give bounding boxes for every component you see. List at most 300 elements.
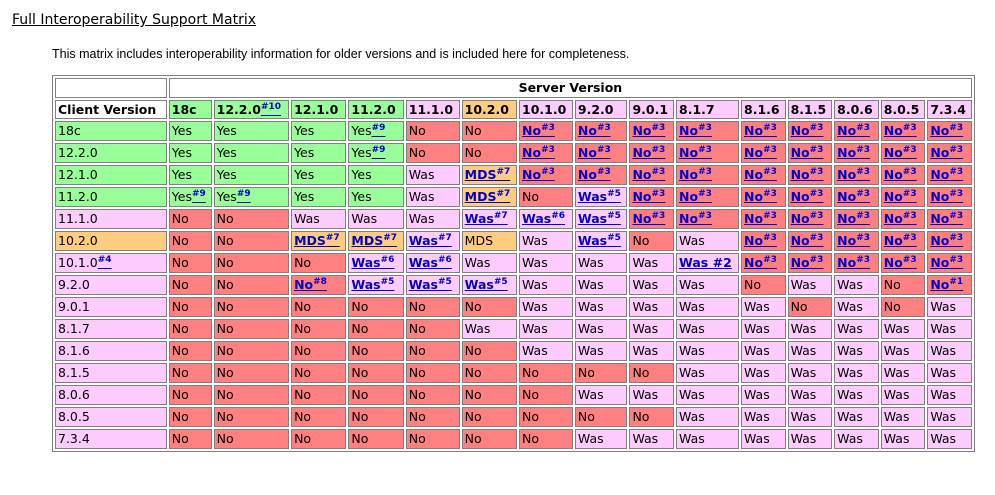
cell-text: No	[351, 387, 369, 402]
cell-text: MDS	[464, 167, 497, 182]
matrix-cell[interactable]	[575, 187, 628, 207]
matrix-cell[interactable]	[834, 165, 879, 185]
cell-text: Was	[408, 211, 435, 226]
matrix-cell[interactable]	[741, 187, 786, 207]
cell-text: No	[294, 299, 312, 314]
footnote-ref: #1	[949, 276, 964, 287]
matrix-cell[interactable]	[881, 253, 926, 273]
matrix-cell[interactable]	[519, 143, 573, 163]
matrix-cell[interactable]	[788, 231, 833, 251]
footnote-link[interactable]	[372, 145, 386, 160]
footnote-link[interactable]	[679, 189, 712, 204]
server-version-label: 18c	[171, 102, 197, 117]
footnote-link[interactable]	[837, 145, 870, 160]
footnote-ref: #3	[809, 166, 824, 177]
cell-text: No	[790, 167, 810, 182]
footnote-link[interactable]	[884, 211, 917, 226]
matrix-cell	[741, 341, 786, 361]
matrix-cell[interactable]	[676, 165, 739, 185]
footnote-link[interactable]	[351, 233, 397, 248]
cell-text: No	[351, 343, 369, 358]
cell-text: No	[294, 431, 312, 446]
footnote-ref: #5	[607, 232, 621, 243]
matrix-cell[interactable]	[788, 143, 833, 163]
footnote-link[interactable]	[744, 167, 777, 182]
cell-text: Was	[577, 387, 604, 402]
footnote-ref: #6	[551, 210, 566, 221]
footnote-link[interactable]	[351, 255, 394, 270]
footnote-link[interactable]	[930, 189, 963, 204]
server-version-10-1-0	[519, 100, 573, 119]
matrix-cell[interactable]	[462, 209, 517, 229]
client-version-label: 9.0.1	[58, 299, 90, 314]
matrix-cell[interactable]	[462, 165, 517, 185]
matrix-cell[interactable]	[519, 209, 573, 229]
matrix-cell	[462, 231, 517, 251]
footnote-link[interactable]	[578, 233, 621, 248]
matrix-cell	[462, 143, 517, 163]
matrix-cell[interactable]	[788, 187, 833, 207]
footnote-ref: #3	[856, 210, 871, 221]
cell-text: No	[837, 255, 857, 270]
cell-text: Was	[930, 409, 957, 424]
server-version-9-0-1	[629, 100, 674, 119]
matrix-cell[interactable]	[927, 165, 972, 185]
cell-text: Was	[883, 431, 910, 446]
matrix-cell[interactable]	[834, 209, 879, 229]
footnote-link[interactable]	[884, 123, 917, 138]
cell-text: Was	[837, 299, 863, 314]
footnote-link[interactable]	[98, 255, 112, 270]
footnote-link[interactable]	[837, 211, 870, 226]
cell-text: No	[577, 123, 597, 138]
footnote-link[interactable]	[930, 145, 963, 160]
matrix-cell[interactable]	[629, 165, 674, 185]
matrix-cell[interactable]	[348, 275, 403, 295]
footnote-link[interactable]	[679, 255, 732, 270]
matrix-cell[interactable]	[834, 187, 879, 207]
cell-text: No	[294, 255, 312, 270]
matrix-cell	[291, 363, 346, 383]
matrix-cell[interactable]	[741, 121, 786, 141]
cell-text: Was	[790, 409, 817, 424]
matrix-cell[interactable]	[788, 209, 833, 229]
matrix-cell	[676, 385, 739, 405]
footnote-link[interactable]	[791, 233, 824, 248]
cell-text: No	[837, 145, 857, 160]
cell-text: No	[790, 233, 810, 248]
footnote-link[interactable]	[632, 211, 665, 226]
footnote-link[interactable]	[930, 167, 963, 182]
matrix-cell	[291, 143, 346, 163]
footnote-link[interactable]	[409, 277, 452, 292]
matrix-cell	[291, 407, 346, 427]
matrix-cell	[214, 429, 289, 449]
footnote-link[interactable]	[294, 233, 340, 248]
footnote-link[interactable]	[522, 211, 565, 226]
matrix-cell	[629, 407, 674, 427]
matrix-cell	[214, 187, 289, 207]
footnote-ref: #3	[856, 144, 871, 155]
footnote-link[interactable]	[632, 145, 665, 160]
footnote-link[interactable]	[578, 145, 611, 160]
footnote-link[interactable]	[930, 211, 963, 226]
cell-text: Was	[351, 211, 378, 226]
matrix-cell	[406, 363, 460, 383]
cell-text: No	[171, 277, 189, 292]
cell-text: Yes	[216, 145, 237, 160]
client-version-cell	[55, 429, 167, 449]
matrix-cell[interactable]	[834, 231, 879, 251]
footnote-link[interactable]	[930, 255, 963, 270]
footnote-link[interactable]	[791, 123, 824, 138]
client-version-label: 8.1.6	[58, 343, 90, 358]
cell-text: No	[464, 365, 482, 380]
footnote-link[interactable]	[837, 233, 870, 248]
matrix-cell[interactable]	[519, 121, 573, 141]
client-version-cell	[55, 363, 167, 383]
matrix-cell	[575, 319, 628, 339]
cell-text: No	[216, 255, 234, 270]
page-title: Full Interoperability Support Matrix	[12, 12, 256, 28]
matrix-cell	[881, 275, 926, 295]
matrix-cell[interactable]	[676, 121, 739, 141]
footnote-ref: #10	[260, 101, 282, 112]
footnote-link[interactable]	[930, 123, 963, 138]
footnote-ref: #5	[607, 210, 621, 221]
matrix-cell[interactable]	[291, 275, 346, 295]
matrix-cell[interactable]	[741, 253, 786, 273]
cell-text: Was	[577, 343, 604, 358]
footnote-link[interactable]	[837, 167, 870, 182]
server-version-8-0-5	[881, 100, 926, 119]
footnote-link[interactable]	[192, 189, 206, 204]
matrix-cell	[881, 363, 926, 383]
cell-text: No	[408, 123, 426, 138]
cell-text: No	[790, 211, 810, 226]
client-version-label: 11.1.0	[58, 211, 98, 226]
matrix-cell[interactable]	[741, 231, 786, 251]
footnote-link[interactable]	[791, 145, 824, 160]
matrix-cell	[462, 407, 517, 427]
matrix-cell	[927, 363, 972, 383]
footnote-link[interactable]	[744, 233, 777, 248]
matrix-cell[interactable]	[741, 143, 786, 163]
matrix-cell	[927, 297, 972, 317]
footnote-link[interactable]	[744, 211, 777, 226]
footnote-ref: #5	[493, 276, 508, 287]
cell-text: Yes	[216, 167, 237, 182]
client-version-cell	[55, 209, 167, 229]
footnote-link[interactable]	[409, 233, 452, 248]
cell-text: No	[408, 321, 426, 336]
matrix-cell	[519, 429, 573, 449]
footnote-link[interactable]	[261, 102, 281, 117]
footnote-link[interactable]	[744, 255, 777, 270]
matrix-cell	[575, 363, 628, 383]
matrix-cell[interactable]	[291, 231, 346, 251]
matrix-cell	[788, 407, 833, 427]
cell-text: No	[294, 409, 312, 424]
matrix-cell[interactable]	[676, 253, 739, 273]
matrix-cell[interactable]	[927, 143, 972, 163]
footnote-link[interactable]	[884, 233, 917, 248]
footnote-link[interactable]	[791, 211, 824, 226]
matrix-cell	[214, 275, 289, 295]
cell-text: Was	[408, 189, 435, 204]
cell-text: No	[216, 277, 234, 292]
cell-text: No	[216, 431, 234, 446]
matrix-cell	[575, 385, 628, 405]
matrix-cell[interactable]	[927, 275, 972, 295]
cell-text: No	[883, 233, 903, 248]
matrix-cell	[214, 253, 289, 273]
footnote-link[interactable]	[578, 189, 621, 204]
cell-text: No	[408, 431, 426, 446]
matrix-cell[interactable]	[629, 209, 674, 229]
footnote-ref: #3	[763, 122, 777, 133]
matrix-cell[interactable]	[881, 121, 926, 141]
matrix-cell[interactable]	[348, 231, 403, 251]
footnote-link[interactable]	[409, 255, 452, 270]
footnote-ref: #3	[809, 122, 824, 133]
matrix-cell	[629, 319, 674, 339]
matrix-cell[interactable]	[676, 143, 739, 163]
footnote-link[interactable]	[465, 277, 508, 292]
table-row	[55, 143, 972, 163]
cell-text: No	[930, 211, 950, 226]
cell-text: No	[632, 189, 652, 204]
footnote-ref: #9	[371, 144, 386, 155]
cell-text: No	[351, 299, 369, 314]
matrix-cell	[462, 341, 517, 361]
matrix-cell[interactable]	[406, 275, 460, 295]
cell-text: Yes	[351, 123, 372, 138]
matrix-cell[interactable]	[575, 143, 628, 163]
footnote-link[interactable]	[791, 255, 824, 270]
matrix-cell[interactable]	[406, 253, 460, 273]
matrix-cell[interactable]	[575, 209, 628, 229]
footnote-link[interactable]	[578, 211, 621, 226]
cell-text: No	[632, 409, 650, 424]
footnote-link[interactable]	[294, 277, 327, 292]
server-version-7-3-4	[927, 100, 972, 119]
server-version-label: 9.2.0	[577, 102, 614, 117]
matrix-cell	[575, 341, 628, 361]
footnote-link[interactable]	[679, 145, 712, 160]
client-version-label: 10.1.0	[58, 255, 98, 270]
cell-text: Was	[408, 277, 438, 292]
cell-text: No	[930, 277, 950, 292]
cell-text: Was	[744, 299, 770, 314]
cell-text: No	[294, 277, 314, 292]
matrix-cell	[927, 319, 972, 339]
server-version-label: 12.2.0	[216, 102, 261, 117]
footnote-link[interactable]	[522, 123, 555, 138]
server-version-label: 10.1.0	[522, 102, 567, 117]
matrix-cell	[834, 363, 879, 383]
matrix-cell[interactable]	[519, 165, 573, 185]
footnote-ref: #3	[949, 122, 964, 133]
cell-text: No	[837, 167, 857, 182]
matrix-cell	[406, 209, 460, 229]
matrix-cell[interactable]	[348, 253, 403, 273]
table-row	[55, 275, 972, 295]
matrix-cell	[348, 429, 403, 449]
matrix-cell[interactable]	[927, 187, 972, 207]
cell-text: No	[632, 211, 652, 226]
matrix-cell	[519, 297, 573, 317]
server-version-label: 11.1.0	[408, 102, 454, 117]
matrix-cell	[519, 385, 573, 405]
matrix-cell[interactable]	[406, 231, 460, 251]
footnote-link[interactable]	[837, 255, 870, 270]
table-row	[55, 121, 972, 141]
matrix-cell[interactable]	[881, 143, 926, 163]
matrix-cell[interactable]	[788, 165, 833, 185]
footnote-link[interactable]	[837, 189, 870, 204]
footnote-link[interactable]	[837, 123, 870, 138]
matrix-cell	[575, 275, 628, 295]
footnote-link[interactable]	[632, 123, 665, 138]
matrix-cell	[575, 253, 628, 273]
matrix-cell[interactable]	[575, 121, 628, 141]
footnote-link[interactable]	[522, 145, 555, 160]
matrix-cell	[881, 407, 926, 427]
footnote-link[interactable]	[465, 189, 511, 204]
matrix-cell[interactable]	[462, 187, 517, 207]
footnote-link[interactable]	[632, 189, 665, 204]
matrix-cell	[676, 363, 739, 383]
matrix-cell[interactable]	[676, 187, 739, 207]
footnote-link[interactable]	[578, 123, 611, 138]
cell-text: No	[577, 167, 597, 182]
matrix-cell	[519, 341, 573, 361]
footnote-link[interactable]	[372, 123, 386, 138]
server-heading-row	[55, 78, 972, 98]
matrix-cell[interactable]	[629, 121, 674, 141]
matrix-cell[interactable]	[741, 165, 786, 185]
matrix-cell[interactable]	[834, 121, 879, 141]
matrix-cell	[169, 341, 212, 361]
footnote-ref: #3	[809, 144, 824, 155]
matrix-cell[interactable]	[881, 231, 926, 251]
footnote-ref: #6	[380, 254, 395, 265]
table-row	[55, 385, 972, 405]
footnote-link[interactable]	[465, 167, 511, 182]
intro-text: This matrix includes interoperability information for older versions and is included here for completeness.	[52, 47, 630, 61]
cell-text: Was	[577, 211, 608, 226]
cell-text: No	[577, 409, 595, 424]
matrix-cell[interactable]	[741, 209, 786, 229]
matrix-cell[interactable]	[927, 253, 972, 273]
matrix-cell	[881, 429, 926, 449]
matrix-cell[interactable]	[881, 165, 926, 185]
footnote-link[interactable]	[884, 255, 917, 270]
cell-text: Was	[577, 299, 604, 314]
cell-text: No	[522, 431, 539, 446]
cell-text: MDS	[464, 189, 497, 204]
matrix-cell[interactable]	[629, 143, 674, 163]
matrix-cell[interactable]	[788, 253, 833, 273]
footnote-ref: #3	[541, 166, 555, 177]
cell-text: Was	[679, 299, 705, 314]
cell-text: No	[294, 387, 312, 402]
matrix-cell[interactable]	[462, 275, 517, 295]
matrix-cell[interactable]	[676, 209, 739, 229]
corner-cell	[55, 78, 167, 98]
footnote-ref: #4	[97, 254, 112, 265]
matrix-cell[interactable]	[834, 253, 879, 273]
footnote-ref: #3	[651, 210, 666, 221]
matrix-cell	[348, 319, 403, 339]
footnote-link[interactable]	[930, 233, 963, 248]
matrix-cell[interactable]	[881, 187, 926, 207]
footnote-link[interactable]	[632, 167, 665, 182]
matrix-cell[interactable]	[834, 143, 879, 163]
footnote-link[interactable]	[744, 189, 777, 204]
footnote-ref: #3	[698, 188, 712, 199]
server-version-8-1-5	[788, 100, 833, 119]
cell-text: Was	[883, 321, 910, 336]
table-row	[55, 209, 972, 229]
matrix-cell	[214, 363, 289, 383]
cell-text: No	[294, 365, 312, 380]
matrix-cell	[834, 407, 879, 427]
cell-text: No	[216, 409, 234, 424]
footnote-link[interactable]	[744, 123, 777, 138]
matrix-cell[interactable]	[629, 187, 674, 207]
footnote-link[interactable]	[791, 167, 824, 182]
matrix-cell[interactable]	[575, 165, 628, 185]
cell-text: No	[216, 365, 234, 380]
footnote-link[interactable]	[791, 189, 824, 204]
cell-text: No	[790, 299, 808, 314]
matrix-cell	[741, 297, 786, 317]
matrix-cell[interactable]	[881, 209, 926, 229]
cell-text: No	[744, 123, 764, 138]
footnote-link[interactable]	[884, 145, 917, 160]
footnote-link[interactable]	[744, 145, 777, 160]
footnote-ref: #3	[651, 188, 666, 199]
matrix-cell	[406, 187, 460, 207]
footnote-link[interactable]	[679, 211, 712, 226]
matrix-cell[interactable]	[927, 231, 972, 251]
footnote-link[interactable]	[884, 167, 917, 182]
footnote-link[interactable]	[237, 189, 251, 204]
cell-text: No	[679, 145, 699, 160]
matrix-cell[interactable]	[788, 121, 833, 141]
footnote-link[interactable]	[679, 123, 712, 138]
cell-text: Was	[577, 277, 604, 292]
footnote-link[interactable]	[578, 167, 611, 182]
footnote-link[interactable]	[930, 277, 963, 292]
cell-text: Was	[294, 211, 320, 226]
cell-text: No	[408, 145, 426, 160]
footnote-link[interactable]	[679, 167, 712, 182]
matrix-cell[interactable]	[575, 231, 628, 251]
footnote-link[interactable]	[522, 167, 555, 182]
footnote-link[interactable]	[884, 189, 917, 204]
matrix-cell[interactable]	[927, 209, 972, 229]
footnote-link[interactable]	[351, 277, 394, 292]
matrix-cell[interactable]	[927, 121, 972, 141]
footnote-link[interactable]	[465, 211, 508, 226]
matrix-cell	[348, 385, 403, 405]
matrix-cell	[214, 407, 289, 427]
cell-text: Was	[837, 321, 863, 336]
cell-text: No	[744, 167, 764, 182]
